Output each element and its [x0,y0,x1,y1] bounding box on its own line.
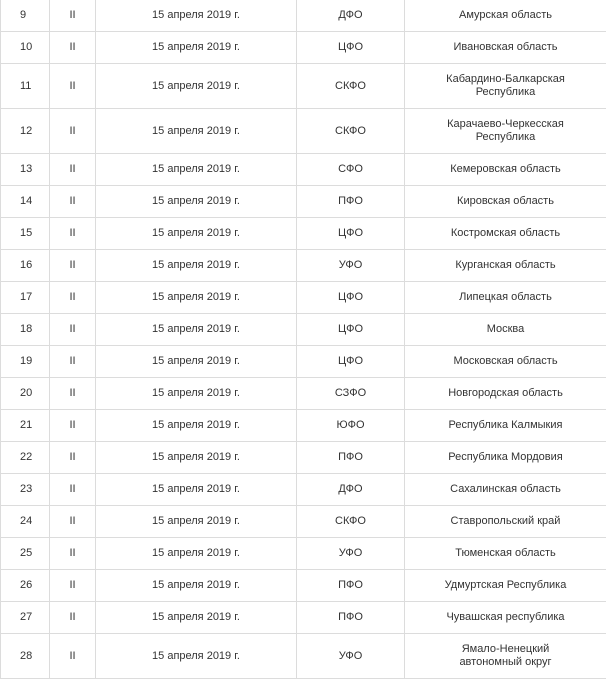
region-cell: Тюменская область [405,538,606,570]
table-row [1,570,606,602]
table-row [1,506,606,538]
federal-district-cell: ЦФО [297,314,405,346]
stage-cell: II [50,109,96,154]
table-row [1,634,606,679]
stage-cell: II [50,282,96,314]
federal-district-cell: ЦФО [297,218,405,250]
federal-district-cell: ДФО [297,0,405,32]
stage-cell: II [50,314,96,346]
table-row [1,378,606,410]
region-cell: Амурская область [405,0,606,32]
stage-cell: II [50,538,96,570]
date-cell: 15 апреля 2019 г. [96,538,297,570]
region-cell: Кировская область [405,186,606,218]
stage-cell: II [50,570,96,602]
row-number: 27 [1,602,50,634]
row-number: 12 [1,109,50,154]
stage-cell: II [50,154,96,186]
stage-cell: II [50,602,96,634]
table-row [1,346,606,378]
date-cell: 15 апреля 2019 г. [96,250,297,282]
table-row [1,538,606,570]
federal-district-cell: УФО [297,538,405,570]
date-cell: 15 апреля 2019 г. [96,570,297,602]
stage-cell: II [50,410,96,442]
federal-district-cell: УФО [297,250,405,282]
region-cell: Ивановская область [405,32,606,64]
table-row [1,282,606,314]
region-cell: Курганская область [405,250,606,282]
stage-cell: II [50,64,96,109]
row-number: 25 [1,538,50,570]
table-row [1,602,606,634]
region-cell: Москва [405,314,606,346]
row-number: 15 [1,218,50,250]
date-cell: 15 апреля 2019 г. [96,442,297,474]
date-cell: 15 апреля 2019 г. [96,634,297,679]
row-number: 22 [1,442,50,474]
stage-cell: II [50,218,96,250]
row-number: 28 [1,634,50,679]
stage-cell: II [50,346,96,378]
federal-district-cell: СКФО [297,506,405,538]
table-row [1,218,606,250]
stage-cell: II [50,32,96,64]
row-number: 16 [1,250,50,282]
date-cell: 15 апреля 2019 г. [96,186,297,218]
region-cell: Ямало-Ненецкий автономный округ [405,634,606,679]
region-cell: Липецкая область [405,282,606,314]
region-cell: Кемеровская область [405,154,606,186]
region-cell: Карачаево-Черкесская Республика [405,109,606,154]
row-number: 11 [1,64,50,109]
federal-district-cell: ПФО [297,186,405,218]
row-number: 23 [1,474,50,506]
row-number: 21 [1,410,50,442]
federal-district-cell: ЦФО [297,282,405,314]
table-row [1,109,606,154]
table-row [1,442,606,474]
date-cell: 15 апреля 2019 г. [96,378,297,410]
stage-cell: II [50,186,96,218]
date-cell: 15 апреля 2019 г. [96,314,297,346]
federal-district-cell: СКФО [297,64,405,109]
row-number: 24 [1,506,50,538]
table-row [1,474,606,506]
stage-cell: II [50,0,96,32]
federal-district-cell: СФО [297,154,405,186]
date-cell: 15 апреля 2019 г. [96,64,297,109]
row-number: 14 [1,186,50,218]
table-row [1,32,606,64]
federal-district-cell: ПФО [297,570,405,602]
stage-cell: II [50,442,96,474]
federal-district-cell: СКФО [297,109,405,154]
region-cell: Сахалинская область [405,474,606,506]
table-row [1,154,606,186]
federal-district-cell: ЮФО [297,410,405,442]
date-cell: 15 апреля 2019 г. [96,109,297,154]
federal-district-cell: ПФО [297,602,405,634]
row-number: 19 [1,346,50,378]
region-cell: Республика Мордовия [405,442,606,474]
date-cell: 15 апреля 2019 г. [96,602,297,634]
stage-cell: II [50,250,96,282]
table-body [1,0,606,679]
federal-district-cell: СЗФО [297,378,405,410]
row-number: 26 [1,570,50,602]
federal-district-cell: УФО [297,634,405,679]
table-row [1,314,606,346]
row-number: 20 [1,378,50,410]
table-row [1,0,606,32]
stage-cell: II [50,506,96,538]
table-row [1,410,606,442]
region-cell: Новгородская область [405,378,606,410]
region-cell: Республика Калмыкия [405,410,606,442]
date-cell: 15 апреля 2019 г. [96,218,297,250]
row-number: 10 [1,32,50,64]
federal-district-cell: ДФО [297,474,405,506]
date-cell: 15 апреля 2019 г. [96,410,297,442]
stage-cell: II [50,474,96,506]
date-cell: 15 апреля 2019 г. [96,346,297,378]
region-cell: Костромская область [405,218,606,250]
row-number: 13 [1,154,50,186]
federal-district-cell: ЦФО [297,32,405,64]
table-row [1,250,606,282]
date-cell: 15 апреля 2019 г. [96,154,297,186]
table-row [1,186,606,218]
date-cell: 15 апреля 2019 г. [96,0,297,32]
region-cell: Кабардино-Балкарская Республика [405,64,606,109]
row-number: 9 [1,0,50,32]
stage-cell: II [50,378,96,410]
federal-district-cell: ЦФО [297,346,405,378]
region-cell: Московская область [405,346,606,378]
region-cell: Удмуртская Республика [405,570,606,602]
date-cell: 15 апреля 2019 г. [96,282,297,314]
date-cell: 15 апреля 2019 г. [96,474,297,506]
date-cell: 15 апреля 2019 г. [96,32,297,64]
region-cell: Чувашская республика [405,602,606,634]
federal-district-cell: ПФО [297,442,405,474]
stage-cell: II [50,634,96,679]
row-number: 18 [1,314,50,346]
region-cell: Ставропольский край [405,506,606,538]
date-cell: 15 апреля 2019 г. [96,506,297,538]
table-row [1,64,606,109]
row-number: 17 [1,282,50,314]
